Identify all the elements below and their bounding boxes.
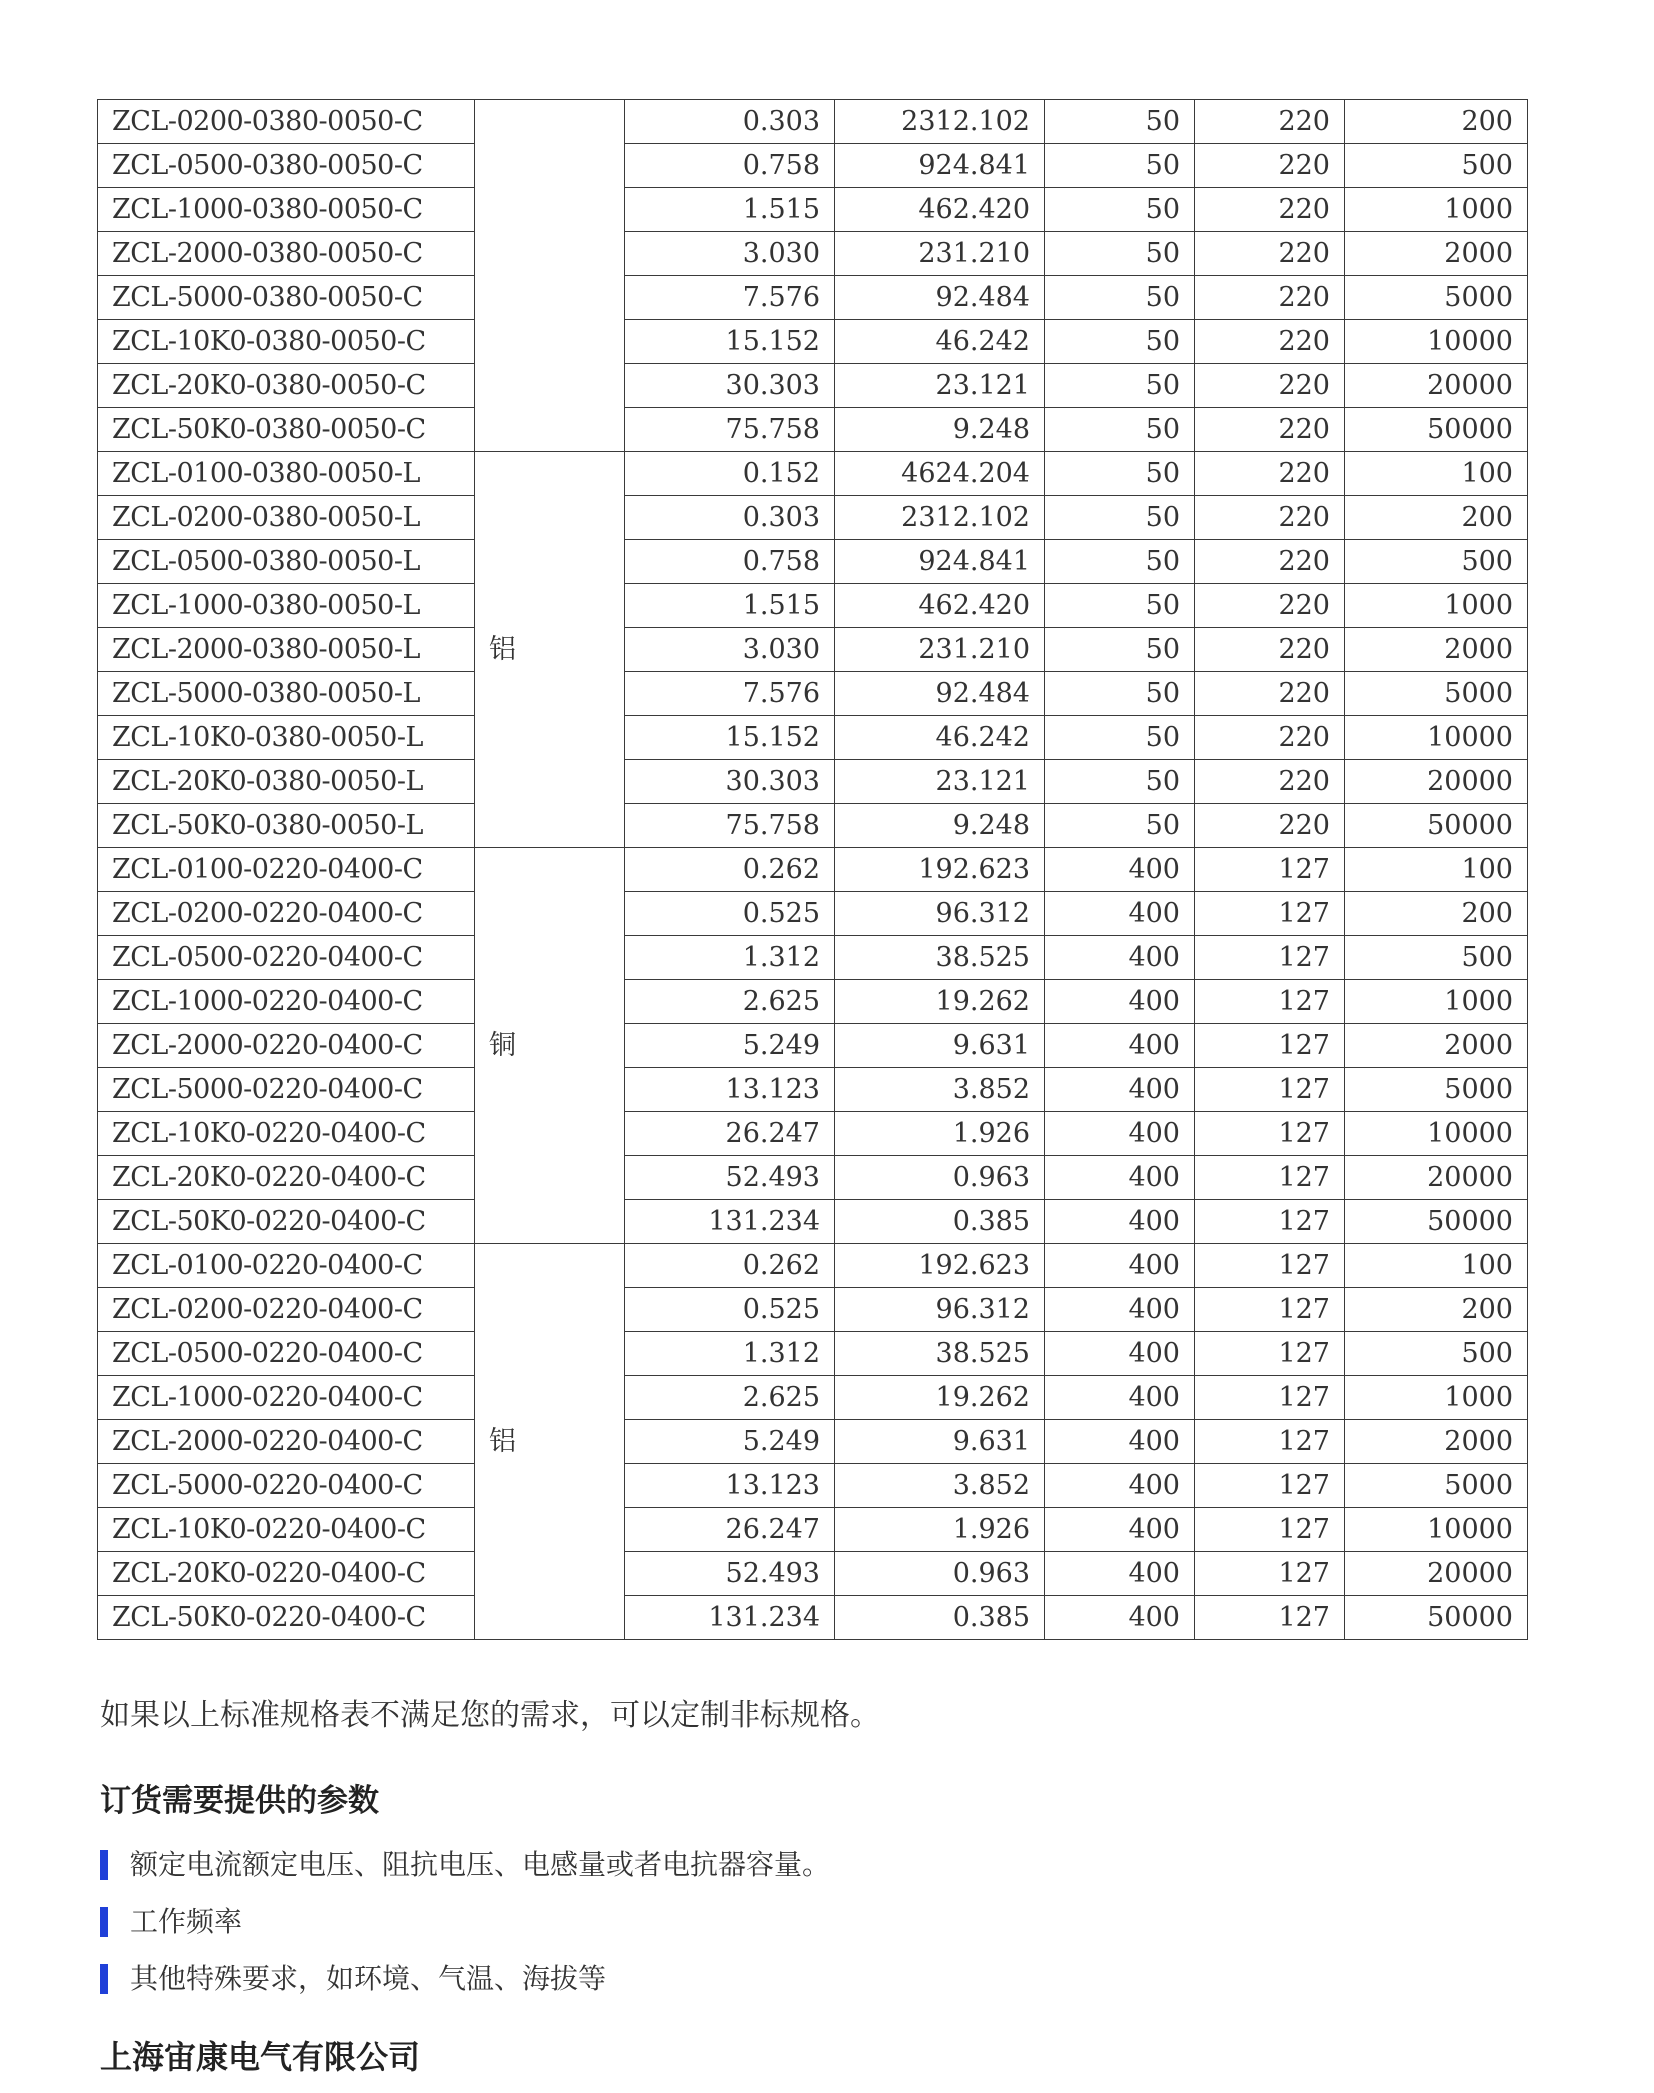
value-cell: 200 (1345, 1288, 1528, 1332)
value-cell: 231.210 (835, 628, 1045, 672)
value-cell: 924.841 (835, 144, 1045, 188)
value-cell: 96.312 (835, 1288, 1045, 1332)
value-cell: 50 (1045, 144, 1195, 188)
value-cell: 220 (1195, 320, 1345, 364)
value-cell: 127 (1195, 1508, 1345, 1552)
value-cell: 2312.102 (835, 100, 1045, 144)
value-cell: 50000 (1345, 1200, 1528, 1244)
value-cell: 400 (1045, 1068, 1195, 1112)
value-cell: 92.484 (835, 276, 1045, 320)
value-cell: 127 (1195, 1552, 1345, 1596)
value-cell: 1.926 (835, 1112, 1045, 1156)
value-cell: 462.420 (835, 188, 1045, 232)
value-cell: 7.576 (625, 276, 835, 320)
model-cell: ZCL-1000-0380-0050-C (98, 188, 475, 232)
value-cell: 462.420 (835, 584, 1045, 628)
table-row (98, 1112, 1528, 1156)
value-cell: 400 (1045, 1508, 1195, 1552)
model-cell: ZCL-2000-0220-0400-C (98, 1024, 475, 1068)
table-row (98, 276, 1528, 320)
value-cell: 50000 (1345, 804, 1528, 848)
value-cell: 0.385 (835, 1596, 1045, 1640)
model-cell: ZCL-20K0-0220-0400-C (98, 1552, 475, 1596)
value-cell: 220 (1195, 584, 1345, 628)
model-cell: ZCL-10K0-0220-0400-C (98, 1508, 475, 1552)
table-row (98, 1420, 1528, 1464)
model-cell: ZCL-0200-0220-0400-C (98, 892, 475, 936)
value-cell: 500 (1345, 936, 1528, 980)
value-cell: 127 (1195, 1596, 1345, 1640)
value-cell: 10000 (1345, 320, 1528, 364)
value-cell: 50 (1045, 760, 1195, 804)
value-cell: 2000 (1345, 232, 1528, 276)
table-row (98, 936, 1528, 980)
value-cell: 3.852 (835, 1068, 1045, 1112)
value-cell: 1000 (1345, 584, 1528, 628)
model-cell: ZCL-0200-0380-0050-L (98, 496, 475, 540)
value-cell: 127 (1195, 1288, 1345, 1332)
list-item-text: 工作频率 (130, 1905, 243, 1938)
table-row (98, 848, 1528, 892)
value-cell: 400 (1045, 1376, 1195, 1420)
model-cell: ZCL-0500-0380-0050-C (98, 144, 475, 188)
value-cell: 100 (1345, 848, 1528, 892)
value-cell: 400 (1045, 1200, 1195, 1244)
value-cell: 9.631 (835, 1024, 1045, 1068)
value-cell: 192.623 (835, 848, 1045, 892)
value-cell: 50 (1045, 628, 1195, 672)
value-cell: 400 (1045, 1552, 1195, 1596)
value-cell: 127 (1195, 1112, 1345, 1156)
value-cell: 5000 (1345, 276, 1528, 320)
value-cell: 400 (1045, 980, 1195, 1024)
model-cell: ZCL-0200-0220-0400-C (98, 1288, 475, 1332)
value-cell: 220 (1195, 804, 1345, 848)
model-cell: ZCL-0500-0220-0400-C (98, 936, 475, 980)
value-cell: 4624.204 (835, 452, 1045, 496)
value-cell: 7.576 (625, 672, 835, 716)
value-cell: 96.312 (835, 892, 1045, 936)
model-cell: ZCL-0100-0220-0400-C (98, 848, 475, 892)
value-cell: 2000 (1345, 1420, 1528, 1464)
bullet-bar-icon (100, 1964, 108, 1994)
table-row (98, 716, 1528, 760)
table-row (98, 364, 1528, 408)
value-cell: 1.515 (625, 584, 835, 628)
model-cell: ZCL-2000-0220-0400-C (98, 1420, 475, 1464)
value-cell: 15.152 (625, 320, 835, 364)
value-cell: 220 (1195, 364, 1345, 408)
model-cell: ZCL-10K0-0380-0050-C (98, 320, 475, 364)
value-cell: 127 (1195, 1200, 1345, 1244)
value-cell: 50 (1045, 408, 1195, 452)
value-cell: 10000 (1345, 716, 1528, 760)
value-cell: 1.312 (625, 1332, 835, 1376)
value-cell: 500 (1345, 144, 1528, 188)
table-row (98, 760, 1528, 804)
value-cell: 50 (1045, 188, 1195, 232)
table-row (98, 540, 1528, 584)
value-cell: 50 (1045, 540, 1195, 584)
value-cell: 38.525 (835, 936, 1045, 980)
table-row (98, 452, 1528, 496)
value-cell: 400 (1045, 1420, 1195, 1464)
table-row (98, 1508, 1528, 1552)
model-cell: ZCL-0500-0220-0400-C (98, 1332, 475, 1376)
value-cell: 5000 (1345, 1464, 1528, 1508)
table-row (98, 1200, 1528, 1244)
value-cell: 220 (1195, 232, 1345, 276)
value-cell: 131.234 (625, 1200, 835, 1244)
value-cell: 0.385 (835, 1200, 1045, 1244)
value-cell: 2000 (1345, 628, 1528, 672)
value-cell: 400 (1045, 1112, 1195, 1156)
custom-spec-note: 如果以上标准规格表不满足您的需求，可以定制非标规格。 (100, 1698, 880, 1733)
value-cell: 100 (1345, 1244, 1528, 1288)
value-cell: 220 (1195, 276, 1345, 320)
value-cell: 50 (1045, 364, 1195, 408)
value-cell: 127 (1195, 1376, 1345, 1420)
value-cell: 0.963 (835, 1552, 1045, 1596)
value-cell: 23.121 (835, 364, 1045, 408)
model-cell: ZCL-20K0-0220-0400-C (98, 1156, 475, 1200)
value-cell: 3.030 (625, 628, 835, 672)
value-cell: 400 (1045, 1156, 1195, 1200)
value-cell: 231.210 (835, 232, 1045, 276)
order-params-title: 订货需要提供的参数 (100, 1783, 379, 1819)
value-cell: 2.625 (625, 980, 835, 1024)
value-cell: 400 (1045, 1464, 1195, 1508)
model-cell: ZCL-1000-0380-0050-L (98, 584, 475, 628)
material-cell (475, 100, 625, 452)
value-cell: 220 (1195, 452, 1345, 496)
value-cell: 50 (1045, 276, 1195, 320)
value-cell: 19.262 (835, 1376, 1045, 1420)
model-cell: ZCL-20K0-0380-0050-C (98, 364, 475, 408)
value-cell: 127 (1195, 1464, 1345, 1508)
value-cell: 10000 (1345, 1508, 1528, 1552)
model-cell: ZCL-0100-0380-0050-L (98, 452, 475, 496)
table-row (98, 320, 1528, 364)
value-cell: 400 (1045, 1024, 1195, 1068)
value-cell: 0.525 (625, 892, 835, 936)
value-cell: 192.623 (835, 1244, 1045, 1288)
model-cell: ZCL-10K0-0380-0050-L (98, 716, 475, 760)
value-cell: 0.303 (625, 100, 835, 144)
table-row (98, 496, 1528, 540)
value-cell: 5.249 (625, 1024, 835, 1068)
table-row (98, 144, 1528, 188)
value-cell: 9.248 (835, 408, 1045, 452)
table-row (98, 1024, 1528, 1068)
value-cell: 52.493 (625, 1552, 835, 1596)
value-cell: 52.493 (625, 1156, 835, 1200)
value-cell: 46.242 (835, 320, 1045, 364)
value-cell: 20000 (1345, 364, 1528, 408)
list-item-text: 其他特殊要求，如环境、气温、海拔等 (130, 1962, 607, 1995)
table-row (98, 628, 1528, 672)
value-cell: 220 (1195, 144, 1345, 188)
value-cell: 220 (1195, 760, 1345, 804)
value-cell: 13.123 (625, 1464, 835, 1508)
table-row (98, 1552, 1528, 1596)
value-cell: 2.625 (625, 1376, 835, 1420)
value-cell: 50 (1045, 496, 1195, 540)
value-cell: 220 (1195, 100, 1345, 144)
material-cell: 铜 (475, 848, 625, 1244)
table-row (98, 672, 1528, 716)
value-cell: 26.247 (625, 1508, 835, 1552)
value-cell: 46.242 (835, 716, 1045, 760)
value-cell: 50 (1045, 672, 1195, 716)
value-cell: 100 (1345, 452, 1528, 496)
list-item (100, 1848, 830, 1905)
model-cell: ZCL-10K0-0220-0400-C (98, 1112, 475, 1156)
table-row (98, 1068, 1528, 1112)
table-row (98, 1156, 1528, 1200)
value-cell: 75.758 (625, 804, 835, 848)
model-cell: ZCL-5000-0380-0050-C (98, 276, 475, 320)
value-cell: 400 (1045, 1288, 1195, 1332)
value-cell: 500 (1345, 1332, 1528, 1376)
spec-table-body (98, 100, 1528, 1640)
value-cell: 200 (1345, 100, 1528, 144)
table-row (98, 892, 1528, 936)
value-cell: 1.312 (625, 936, 835, 980)
value-cell: 220 (1195, 188, 1345, 232)
material-cell: 铝 (475, 1244, 625, 1640)
value-cell: 92.484 (835, 672, 1045, 716)
value-cell: 1000 (1345, 188, 1528, 232)
bullet-bar-icon (100, 1907, 108, 1937)
value-cell: 50 (1045, 716, 1195, 760)
value-cell: 50 (1045, 232, 1195, 276)
value-cell: 0.758 (625, 540, 835, 584)
value-cell: 0.525 (625, 1288, 835, 1332)
value-cell: 1000 (1345, 980, 1528, 1024)
model-cell: ZCL-5000-0380-0050-L (98, 672, 475, 716)
value-cell: 127 (1195, 1068, 1345, 1112)
value-cell: 30.303 (625, 760, 835, 804)
value-cell: 5000 (1345, 672, 1528, 716)
table-row (98, 1376, 1528, 1420)
value-cell: 400 (1045, 848, 1195, 892)
model-cell: ZCL-5000-0220-0400-C (98, 1068, 475, 1112)
table-row (98, 1596, 1528, 1640)
value-cell: 127 (1195, 936, 1345, 980)
value-cell: 5.249 (625, 1420, 835, 1464)
list-item (100, 1905, 830, 1962)
value-cell: 50 (1045, 100, 1195, 144)
value-cell: 13.123 (625, 1068, 835, 1112)
table-row (98, 1288, 1528, 1332)
value-cell: 38.525 (835, 1332, 1045, 1376)
model-cell: ZCL-20K0-0380-0050-L (98, 760, 475, 804)
value-cell: 5000 (1345, 1068, 1528, 1112)
value-cell: 220 (1195, 628, 1345, 672)
table-row (98, 232, 1528, 276)
value-cell: 220 (1195, 496, 1345, 540)
value-cell: 127 (1195, 980, 1345, 1024)
model-cell: ZCL-50K0-0380-0050-L (98, 804, 475, 848)
value-cell: 3.030 (625, 232, 835, 276)
value-cell: 2000 (1345, 1024, 1528, 1068)
value-cell: 400 (1045, 1244, 1195, 1288)
model-cell: ZCL-50K0-0220-0400-C (98, 1200, 475, 1244)
value-cell: 19.262 (835, 980, 1045, 1024)
value-cell: 127 (1195, 848, 1345, 892)
value-cell: 924.841 (835, 540, 1045, 584)
model-cell: ZCL-5000-0220-0400-C (98, 1464, 475, 1508)
table-row (98, 100, 1528, 144)
value-cell: 23.121 (835, 760, 1045, 804)
value-cell: 2312.102 (835, 496, 1045, 540)
value-cell: 200 (1345, 892, 1528, 936)
value-cell: 127 (1195, 1420, 1345, 1464)
value-cell: 50 (1045, 452, 1195, 496)
model-cell: ZCL-1000-0220-0400-C (98, 1376, 475, 1420)
table-row (98, 980, 1528, 1024)
value-cell: 50000 (1345, 408, 1528, 452)
value-cell: 0.262 (625, 1244, 835, 1288)
value-cell: 75.758 (625, 408, 835, 452)
value-cell: 0.758 (625, 144, 835, 188)
value-cell: 15.152 (625, 716, 835, 760)
value-cell: 20000 (1345, 1552, 1528, 1596)
table-row (98, 804, 1528, 848)
model-cell: ZCL-0200-0380-0050-C (98, 100, 475, 144)
value-cell: 20000 (1345, 1156, 1528, 1200)
value-cell: 0.963 (835, 1156, 1045, 1200)
value-cell: 127 (1195, 1244, 1345, 1288)
value-cell: 1000 (1345, 1376, 1528, 1420)
value-cell: 220 (1195, 716, 1345, 760)
value-cell: 220 (1195, 672, 1345, 716)
value-cell: 200 (1345, 496, 1528, 540)
material-cell: 铝 (475, 452, 625, 848)
model-cell: ZCL-50K0-0380-0050-C (98, 408, 475, 452)
value-cell: 50 (1045, 584, 1195, 628)
value-cell: 127 (1195, 1332, 1345, 1376)
order-params-list (100, 1848, 830, 2019)
model-cell: ZCL-2000-0380-0050-C (98, 232, 475, 276)
value-cell: 400 (1045, 936, 1195, 980)
spec-table (97, 99, 1528, 1640)
value-cell: 9.631 (835, 1420, 1045, 1464)
model-cell: ZCL-0500-0380-0050-L (98, 540, 475, 584)
value-cell: 50 (1045, 804, 1195, 848)
table-row (98, 584, 1528, 628)
value-cell: 500 (1345, 540, 1528, 584)
value-cell: 9.248 (835, 804, 1045, 848)
value-cell: 127 (1195, 892, 1345, 936)
table-row (98, 1332, 1528, 1376)
value-cell: 20000 (1345, 760, 1528, 804)
model-cell: ZCL-1000-0220-0400-C (98, 980, 475, 1024)
value-cell: 50 (1045, 320, 1195, 364)
value-cell: 220 (1195, 408, 1345, 452)
bullet-bar-icon (100, 1850, 108, 1880)
value-cell: 127 (1195, 1024, 1345, 1068)
list-item (100, 1962, 830, 2019)
model-cell: ZCL-2000-0380-0050-L (98, 628, 475, 672)
value-cell: 50000 (1345, 1596, 1528, 1640)
value-cell: 400 (1045, 892, 1195, 936)
value-cell: 1.926 (835, 1508, 1045, 1552)
table-row (98, 408, 1528, 452)
list-item-text: 额定电流额定电压、阻抗电压、电感量或者电抗器容量。 (130, 1848, 831, 1881)
company-name: 上海宙康电气有限公司 (100, 2038, 421, 2076)
value-cell: 1.515 (625, 188, 835, 232)
value-cell: 26.247 (625, 1112, 835, 1156)
value-cell: 10000 (1345, 1112, 1528, 1156)
value-cell: 0.303 (625, 496, 835, 540)
value-cell: 0.152 (625, 452, 835, 496)
model-cell: ZCL-0100-0220-0400-C (98, 1244, 475, 1288)
table-row (98, 1464, 1528, 1508)
value-cell: 131.234 (625, 1596, 835, 1640)
value-cell: 220 (1195, 540, 1345, 584)
value-cell: 30.303 (625, 364, 835, 408)
model-cell: ZCL-50K0-0220-0400-C (98, 1596, 475, 1640)
value-cell: 400 (1045, 1332, 1195, 1376)
table-row (98, 1244, 1528, 1288)
value-cell: 3.852 (835, 1464, 1045, 1508)
value-cell: 0.262 (625, 848, 835, 892)
value-cell: 400 (1045, 1596, 1195, 1640)
value-cell: 127 (1195, 1156, 1345, 1200)
table-row (98, 188, 1528, 232)
